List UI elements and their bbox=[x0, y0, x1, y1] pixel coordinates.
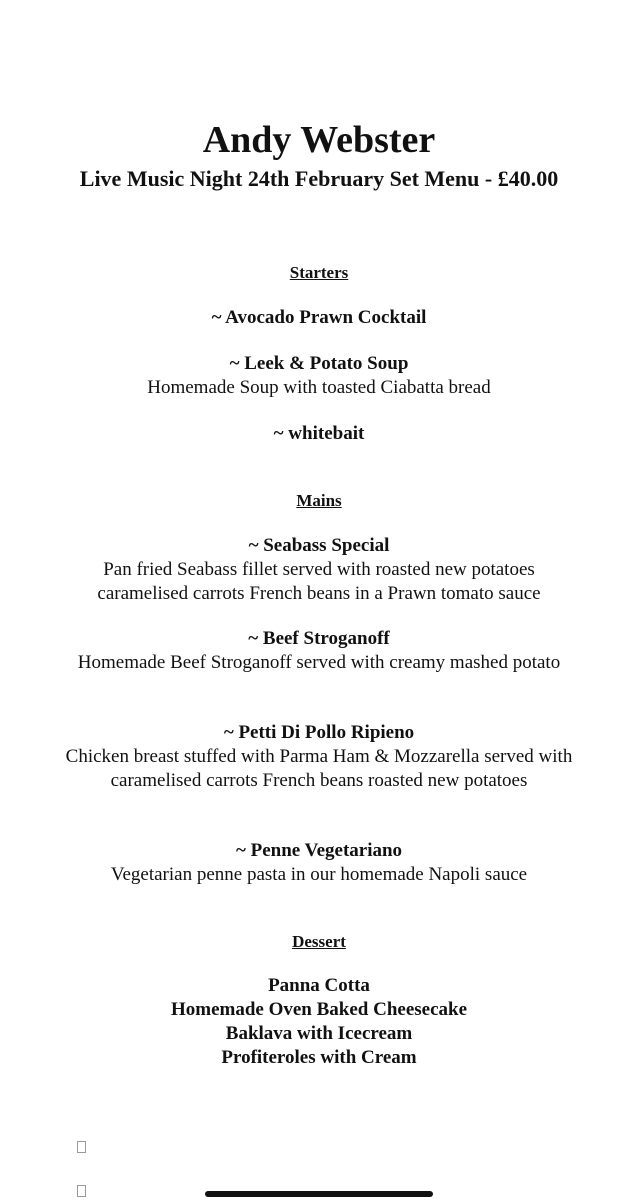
dish-name: ~ Leek & Potato Soup bbox=[229, 353, 409, 374]
dish-penne-vegetariano bbox=[60, 839, 578, 887]
dish-whitebait bbox=[60, 422, 578, 446]
dish-name: ~ Avocado Prawn Cocktail bbox=[211, 307, 427, 328]
dish-description: Homemade Beef Stroganoff served with creamy mashed potato bbox=[77, 652, 561, 673]
section-heading-starters: Starters bbox=[289, 263, 349, 282]
dessert-item: Profiteroles with Cream bbox=[221, 1047, 417, 1068]
dish-name: ~ whitebait bbox=[273, 423, 365, 444]
menu-subtitle: Live Music Night 24th February Set Menu - £40.00 bbox=[79, 166, 559, 191]
dessert-list bbox=[60, 974, 578, 1070]
dish-name: ~ Seabass Special bbox=[248, 535, 390, 556]
dish-name: ~ Penne Vegetariano bbox=[235, 840, 403, 861]
dessert-item: Panna Cotta bbox=[268, 975, 370, 996]
dessert-item: Baklava with Icecream bbox=[225, 1023, 413, 1044]
section-heading-dessert: Dessert bbox=[292, 932, 346, 951]
section-heading-mains: Mains bbox=[296, 491, 342, 510]
dish-description: Chicken breast stuffed with Parma Ham & Mozzarella served with caramelised carrots French beans roasted new potatoes bbox=[65, 746, 573, 791]
dish-description: Homemade Soup with toasted Ciabatta bread bbox=[147, 377, 491, 398]
home-indicator[interactable] bbox=[205, 1191, 433, 1197]
dish-beef-stroganoff bbox=[60, 627, 578, 675]
dish-name: ~ Petti Di Pollo Ripieno bbox=[223, 722, 415, 743]
dish-name: ~ Beef Stroganoff bbox=[248, 628, 390, 649]
dish-description: Vegetarian penne pasta in our homemade Napoli sauce bbox=[110, 864, 528, 885]
dish-description: Pan fried Seabass fillet served with roasted new potatoes caramelised carrots French beans in a Prawn tomato sauce bbox=[97, 559, 541, 604]
dessert-item: Homemade Oven Baked Cheesecake bbox=[170, 999, 468, 1020]
dish-seabass-special bbox=[60, 534, 578, 606]
dish-petti-di-pollo-ripieno bbox=[60, 721, 578, 793]
page-title: Andy Webster bbox=[202, 119, 436, 161]
dish-leek-potato-soup bbox=[60, 352, 578, 400]
missing-glyph-icon bbox=[77, 1141, 86, 1153]
dish-avocado-prawn-cocktail bbox=[60, 306, 578, 330]
missing-glyph-icon bbox=[77, 1185, 86, 1197]
